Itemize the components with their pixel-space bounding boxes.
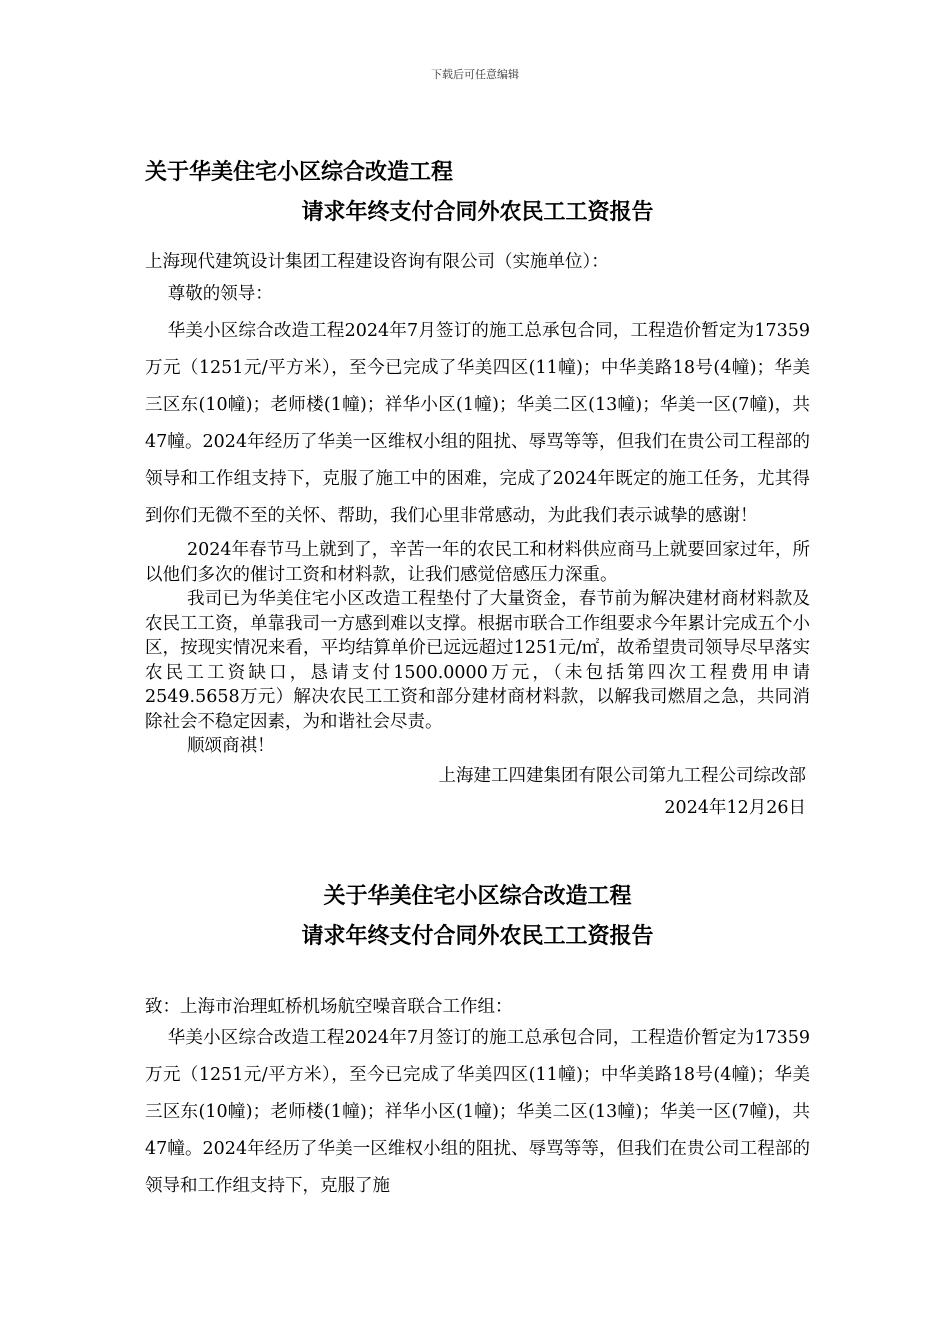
section2-paragraph1: 华美小区综合改造工程2024年7月签订的施工总承包合同，工程造价暂定为17359万元（1251元/平方米），至今已完成了华美四区(11幢)；中华美路18号(4幢)；华美三区东(10幢)；老师楼(1幢)；祥华小区(1幢)；华美二区(13幢)；华美一区(7幢)，共47幢。2024年经历了华美一区维权小组的阻扰、辱骂等等，但我们在贵公司工程部的领导和工作组支持下，克服了施 xyxy=(145,1028,810,1196)
section1-title-line2: 请求年终支付合同外农民工工资报告 xyxy=(301,200,654,225)
section1-body xyxy=(145,247,810,825)
section2-title-line1: 关于华美住宅小区综合改造工程 xyxy=(323,884,632,909)
section1-date: 2024年12月26日 xyxy=(664,797,806,818)
section1-recipient: 上海现代建筑设计集团工程建设咨询有限公司（实施单位）： xyxy=(145,252,609,272)
section1-greeting: 尊敬的领导： xyxy=(167,284,273,304)
section2-recipient: 致：上海市治理虹桥机场航空噪音联合工作组： xyxy=(145,997,513,1017)
section2-body xyxy=(145,992,810,1205)
section1-paragraph3: 我司已为华美住宅小区改造工程垫付了大量资金，春节前为解决建材商材料款及农民工工资，单靠我司一方感到难以支撑。根据市联合工作组要求今年累计完成五个小区，按现实情况来看，平均结算单价已远远超过1251元/㎡，故希望贵司领导尽早落实农民工工资缺口，恳请支付1500.0000万元，（未包括第四次工程费用申请2549.5658万元）解决农民工工资和部分建材商材料款，以解我司燃眉之急，共同消除社会不稳定因素，为和谐社会尽责。 xyxy=(145,589,810,732)
section1-paragraph2: 2024年春节马上就到了，辛苦一年的农民工和材料供应商马上就要回家过年，所以他们多次的催讨工资和材料款，让我们感觉倍感压力深重。 xyxy=(145,540,810,585)
page-header-note: 下载后可任意编辑 xyxy=(431,68,519,81)
section1-title-line1: 关于华美住宅小区综合改造工程 xyxy=(145,160,454,185)
section1-signature: 上海建工四建集团有限公司第九工程公司综改部 xyxy=(438,765,806,786)
report-section-1 xyxy=(145,158,810,228)
section1-paragraph1: 华美小区综合改造工程2024年7月签订的施工总承包合同，工程造价暂定为17359万元（1251元/平方米），至今已完成了华美四区(11幢)；中华美路18号(4幢)；华美三区东(10幢)；老师楼(1幢)；祥华小区(1幢)；华美二区(13幢)；华美一区(7幢)，共47幢。2024年经历了华美一区维权小组的阻扰、辱骂等等，但我们在贵公司工程部的领导和工作组支持下，克服了施工中的困难，完成了2024年既定的施工任务，尤其得到你们无微不至的关怀、帮助，我们心里非常感动，为此我们表示诚挚的感谢！ xyxy=(145,321,810,526)
section1-closing: 顺颂商祺！ xyxy=(187,736,275,756)
section2-title-line2: 请求年终支付合同外农民工工资报告 xyxy=(301,924,654,949)
report-section-2 xyxy=(145,882,810,952)
